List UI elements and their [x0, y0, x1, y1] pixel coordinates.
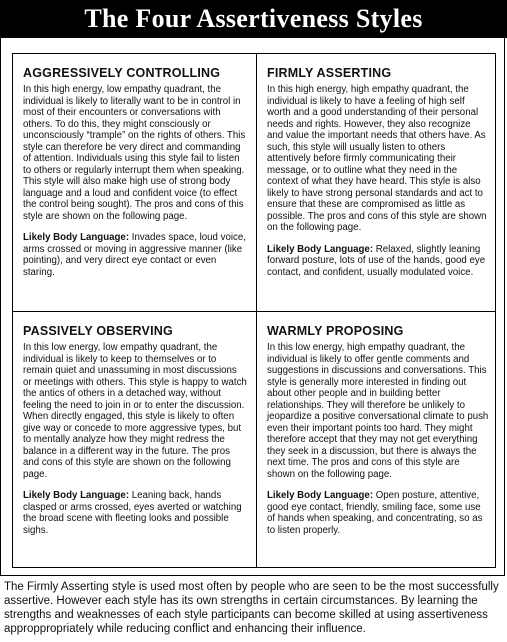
body-language — [23, 232, 248, 278]
footer-summary: The Firmly Asserting style is used most often by people who are seen to be the most successfully assertive. However each style has its own strengths in certain circumstances. By learning the strengths and weaknesses of each style participants can become skilled at using assertiveness approppropriately while reducing conflict and enhancing their influence. — [4, 581, 499, 635]
body-language-label: Likely Body Language: — [23, 232, 130, 243]
body-language-text: Invades space, loud voice, arms crossed or moving in aggressive manner (like pointing), and very direct eye contact or even staring. — [23, 232, 246, 278]
quadrant-heading: FIRMLY ASSERTING — [267, 66, 392, 80]
quadrant-warmly-proposing — [257, 312, 497, 536]
content-frame — [0, 38, 505, 576]
quadrant-grid — [12, 53, 496, 568]
body-language-text: Leaning back, hands clasped or arms crossed, eyes averted or watching the broad scene with fleeting looks and possible sighs. — [23, 490, 242, 536]
body-language-text: Open posture, attentive, good eye contact, friendly, smiling face, some use of hands when speaking, and concentrating, so as to listen properly. — [267, 490, 483, 536]
quadrant-heading: AGGRESSIVELY CONTROLLING — [23, 66, 221, 80]
body-language-label: Likely Body Language: — [23, 490, 130, 501]
quadrant-description: In this low energy, high empathy quadrant, the individual is likely to offer gentle comments and suggestions in discussions and conversations. This style is generally more interested in finding out about other people and in building better relationships. They will therefore be unlikely to jeopardize a positive conversational climate to push even their important points too hard. They might therefore accept that they may not get everything they seek in a discussion, but there is always the next time. The pros and cons of this style are shown on the following page. — [267, 342, 489, 480]
quadrant-heading: WARMLY PROPOSING — [267, 324, 404, 338]
quadrant-description: In this low energy, low empathy quadrant, the individual is likely to keep to themselves or to remain quiet and unassuming in most discussions or meetings with others. This style is happy to watch the antics of others in a detached way, without feeling the need to join in or to enter the discussion. When directly engaged, this style is likely to often give way or concede to more aggressive types, but to mentally analyze how they might redress the balance in a different way in the future. The pros and cons of this style are shown on the following page. — [23, 342, 247, 480]
body-language-text: Relaxed, slightly leaning forward posture, lots of use of the hands, good eye contact, and confident, usually modulated voice. — [267, 243, 486, 278]
body-language — [267, 490, 489, 536]
page-title: The Four Assertiveness Styles — [0, 0, 507, 38]
quadrant-description: In this high energy, high empathy quadrant, the individual is likely to have a feeling of high self worth and a good understanding of their personal needs and rights. However, they also recognize and value the important needs that others have. As such, this style will usually listen to others attentively before firmly communicating their message, or to outline what they need in the context of what they have heard. This style is also likely to have strong personal standards and act to ensure that these are compromised as little as possible. The pros and cons of this style are shown on the following page. — [267, 84, 487, 233]
quadrant-firmly-asserting — [257, 54, 497, 278]
body-language-label: Likely Body Language: — [267, 490, 374, 501]
quadrant-description: In this high energy, low empathy quadrant, the individual is likely to literally want to be in control in most of their encounters or conversations with others. To do this, they might consciously or unconsciously “trample” on the rights of others. This style can therefore be very direct and commanding of attention. Individuals using this style fail to listen to others or regularly interrupt them when speaking. This style will also make high use of strong body language and a loud and confident voice (to effect the control being sought). The pros and cons of this style are shown on the following page. — [23, 84, 246, 222]
body-language-label: Likely Body Language: — [267, 243, 374, 255]
body-language — [23, 490, 248, 536]
quadrant-aggressively-controlling — [13, 54, 256, 278]
body-language — [267, 244, 489, 279]
quadrant-heading: PASSIVELY OBSERVING — [23, 324, 173, 338]
quadrant-passively-observing — [13, 312, 256, 536]
